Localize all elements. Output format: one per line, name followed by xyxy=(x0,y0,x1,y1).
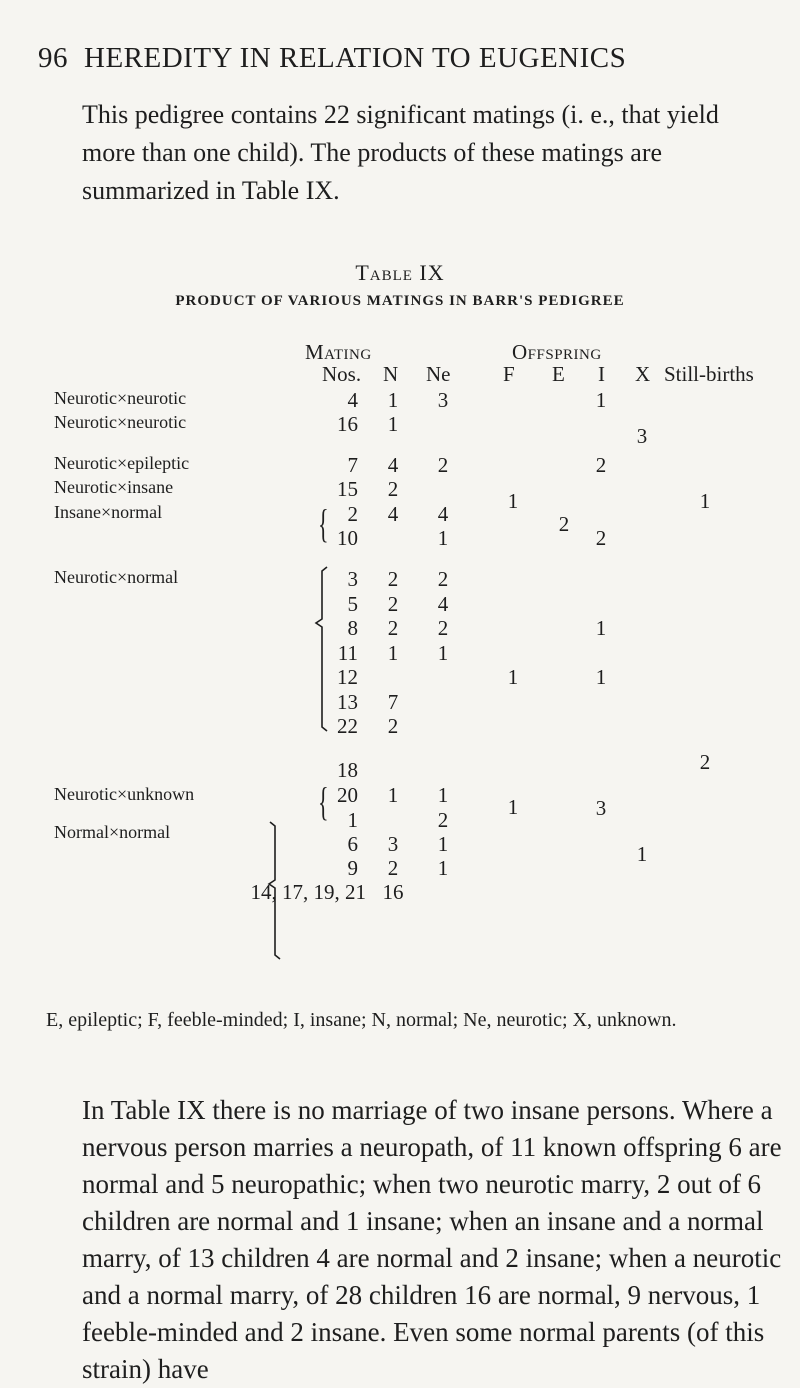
cell-i: 3 xyxy=(595,796,607,820)
cell-ne: 1 xyxy=(437,641,449,665)
cell-f: 1 xyxy=(507,489,519,513)
cell-nos: 22 xyxy=(337,714,358,738)
body-paragraph: In Table IX there is no marriage of two insane persons. Where a nervous person marries a neuropath, of 11 known offspring 6 are normal and 5 neuropathic; when two neurotic marry, 2 out of 6 children are normal and 1 insane; when an insane and a normal marry, of 13 children 4 are normal and 2 insane; when a neurotic and a normal marry, of 28 children 16 are normal, 9 nervous, 1 feeble-minded and 2 insane. Even some normal parents (of this strain) have xyxy=(82,1095,782,1384)
row-label: Normal×normal xyxy=(54,822,171,842)
cell-ne: 4 xyxy=(437,502,449,526)
col-i: I xyxy=(598,362,605,386)
col-f: F xyxy=(503,362,515,386)
cell-i: 2 xyxy=(595,453,607,477)
cell-nos: 1 xyxy=(347,808,358,832)
cell-nos: 14, 17, 19, 21 xyxy=(250,880,366,904)
col-n: N xyxy=(383,362,399,386)
row-label: Neurotic×insane xyxy=(54,477,174,497)
cell-i: 1 xyxy=(595,616,607,640)
cell-x: 1 xyxy=(636,842,648,866)
cell-n: 1 xyxy=(387,412,399,436)
cell-n: 2 xyxy=(387,616,399,640)
cell-ne: 4 xyxy=(437,592,449,616)
cell-nos: 10 xyxy=(337,526,358,550)
cell-n: 2 xyxy=(387,592,399,616)
cell-ne: 2 xyxy=(437,808,449,832)
cell-ne: 1 xyxy=(437,526,449,550)
cell-ne: 3 xyxy=(437,388,449,412)
cell-x: 3 xyxy=(636,424,648,448)
row-label: Neurotic×normal xyxy=(54,567,179,587)
cell-nos: 20 xyxy=(337,783,358,807)
header-offspring: Offspring xyxy=(512,340,602,364)
cell-n: 16 xyxy=(382,880,404,904)
cell-nos: 7 xyxy=(347,453,358,477)
cell-n: 1 xyxy=(387,388,399,412)
cell-nos: 6 xyxy=(347,832,358,856)
running-title: HEREDITY IN RELATION TO EUGENICS xyxy=(84,42,627,74)
cell-e: 2 xyxy=(558,512,570,536)
row-label: Neurotic×neurotic xyxy=(54,388,187,408)
cell-n: 3 xyxy=(387,832,399,856)
cell-nos: 13 xyxy=(337,690,358,714)
cell-nos: 8 xyxy=(347,616,358,640)
cell-nos: 9 xyxy=(347,856,358,880)
cell-n: 4 xyxy=(387,453,399,477)
intro-paragraph: This pedigree contains 22 significant matings (i. e., that yield more than one child). The products of these matings are summarized in Table IX. xyxy=(82,100,719,205)
cell-nos: 4 xyxy=(347,388,358,412)
row-label: Neurotic×epileptic xyxy=(54,453,190,473)
cell-f: 1 xyxy=(507,665,519,689)
cell-sb: 1 xyxy=(699,489,711,513)
group-brace: { xyxy=(318,779,329,824)
row-label: Insane×normal xyxy=(54,502,163,522)
row-label: Neurotic×neurotic xyxy=(54,412,187,432)
cell-nos: 16 xyxy=(337,412,358,436)
cell-n: 2 xyxy=(387,714,399,738)
cell-i: 2 xyxy=(595,526,607,550)
cell-ne: 2 xyxy=(437,453,449,477)
cell-nos: 11 xyxy=(337,641,358,665)
page-number: 96 xyxy=(38,42,68,74)
cell-n: 7 xyxy=(387,690,399,714)
table-title: Table IX xyxy=(355,260,445,285)
cell-n: 2 xyxy=(387,567,399,591)
cell-i: 1 xyxy=(595,388,607,412)
row-label: Neurotic×unknown xyxy=(54,784,195,804)
table-legend: E, epileptic; F, feeble-minded; I, insane; N, normal; Ne, neurotic; X, unknown. xyxy=(46,1009,677,1031)
cell-nos: 3 xyxy=(347,567,358,591)
cell-ne: 1 xyxy=(437,832,449,856)
table-caption: PRODUCT OF VARIOUS MATINGS IN BARR'S PEDIGREE xyxy=(175,293,625,309)
col-ne: Ne xyxy=(426,362,451,386)
group-brace: { xyxy=(318,501,329,546)
col-e: E xyxy=(552,362,565,386)
cell-nos: 18 xyxy=(337,758,358,782)
col-x: X xyxy=(635,362,651,386)
cell-ne: 2 xyxy=(437,616,449,640)
cell-nos: 12 xyxy=(337,665,358,689)
cell-ne: 2 xyxy=(437,567,449,591)
col-nos: Nos. xyxy=(322,362,362,386)
cell-nos: 5 xyxy=(347,592,358,616)
cell-i: 1 xyxy=(595,665,607,689)
cell-ne: 1 xyxy=(437,783,449,807)
cell-nos: 2 xyxy=(347,502,358,526)
cell-n: 2 xyxy=(387,856,399,880)
col-stillbirths: Still-births xyxy=(664,362,754,386)
cell-n: 4 xyxy=(387,502,399,526)
cell-n: 1 xyxy=(387,783,399,807)
header-mating: Mating xyxy=(305,340,372,364)
cell-n: 2 xyxy=(387,477,399,501)
cell-sb: 2 xyxy=(699,750,711,774)
cell-ne: 1 xyxy=(437,856,449,880)
cell-f: 1 xyxy=(507,795,519,819)
cell-nos: 15 xyxy=(337,477,358,501)
cell-n: 1 xyxy=(387,641,399,665)
